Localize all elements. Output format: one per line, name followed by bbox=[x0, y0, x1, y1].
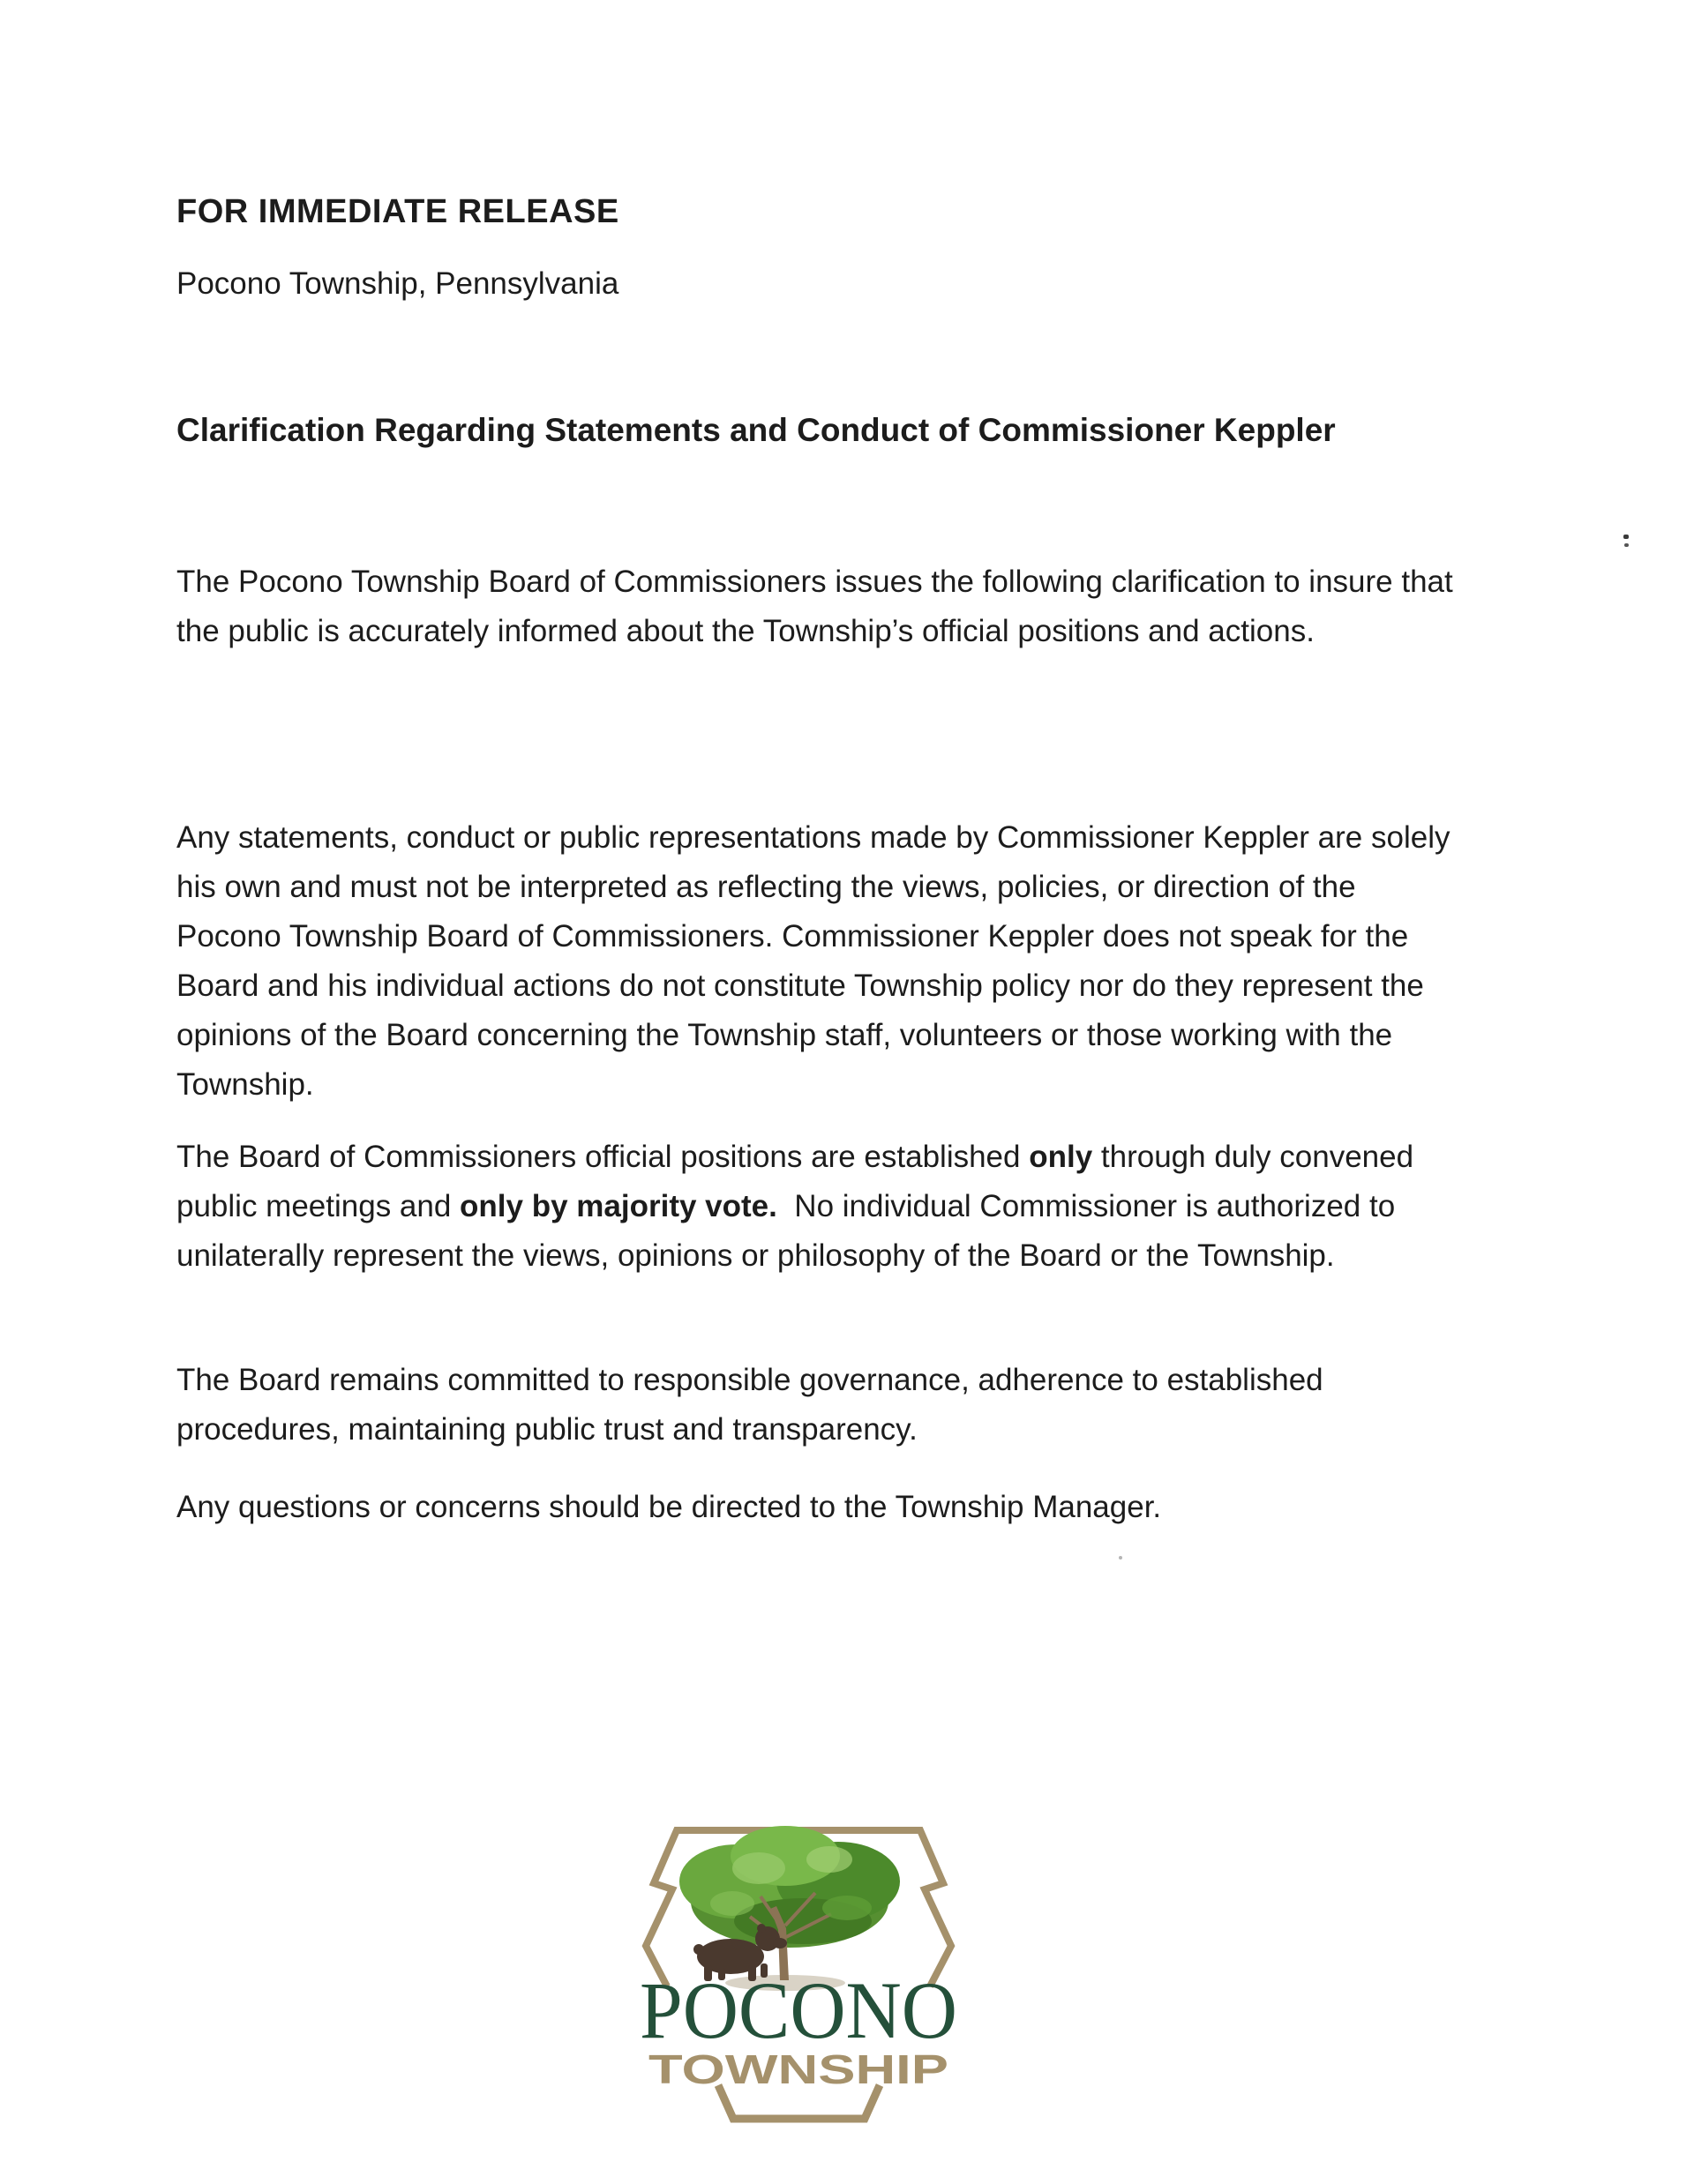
dateline: Pocono Township, Pennsylvania bbox=[176, 266, 619, 301]
paragraph-1: The Pocono Township Board of Commissioners issues the following clarification to insure that the public is accurately informed about the Township’s official positions and actions. bbox=[176, 565, 1462, 648]
scan-artifact bbox=[1623, 535, 1629, 539]
paragraph-5: Any questions or concerns should be directed to the Township Manager. bbox=[176, 1490, 1162, 1524]
logo-pocono-text: POCONO bbox=[640, 1965, 957, 2055]
scan-artifact bbox=[1624, 543, 1629, 547]
headline: Clarification Regarding Statements and Conduct of Commissioner Keppler bbox=[176, 412, 1336, 448]
township-logo bbox=[626, 1798, 971, 2142]
release-line: FOR IMMEDIATE RELEASE bbox=[176, 193, 619, 230]
logo-township-text: TOWNSHIP bbox=[648, 2046, 948, 2092]
paragraph-2: Any statements, conduct or public representations made by Commissioner Keppler are solely his own and must not be interpreted as reflecting the views, policies, or direction of the Pocono Township Board of Commissioners. Commissioner Keppler does not speak for the Board and his individual actions do not constitute Township policy nor do they represent the opinions of the Board concerning the Township staff, volunteers or those working with the Township. bbox=[176, 820, 1459, 1102]
paragraph-4: The Board remains committed to responsible governance, adherence to established procedures, maintaining public trust and transparency. bbox=[176, 1363, 1332, 1447]
township-logo-graphic bbox=[626, 1798, 971, 2142]
paragraph-3: The Board of Commissioners official positions are established only through duly convened public meetings and only by majority vote. No individual Commissioner is authorized to unilaterally represent the views, opinions or philosophy of the Board or the Township. bbox=[176, 1140, 1422, 1273]
scan-artifact bbox=[1119, 1556, 1122, 1559]
